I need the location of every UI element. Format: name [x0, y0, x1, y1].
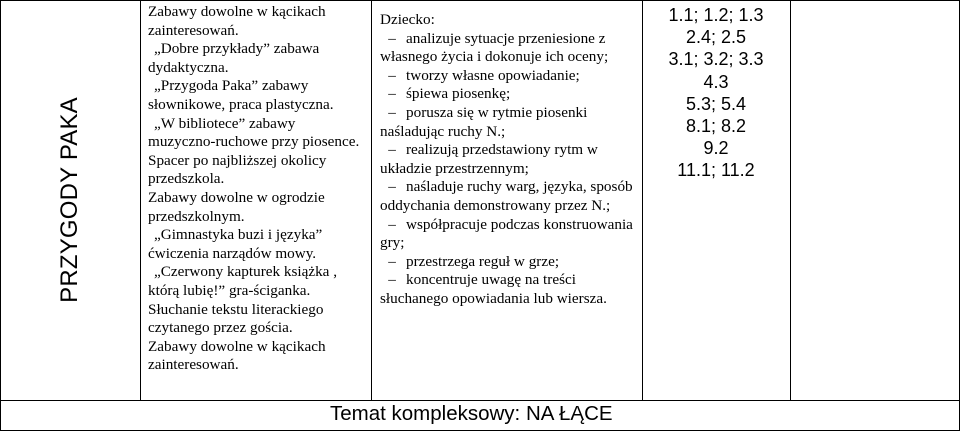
curriculum-code: 9.2	[703, 138, 729, 159]
outcome-item: – przestrzega reguł w grze;	[380, 253, 642, 272]
activity-item: „Gimnastyka buzi i języka” ćwiczenia narządów mowy.	[148, 226, 323, 262]
outcome-item: – realizują przedstawiony rytm w układzie przestrzennym;	[380, 141, 642, 178]
activity-item: Zabawy dowolne w kącikach zainteresowań.	[148, 337, 326, 374]
theme-title: Temat kompleksowy: NA ŁĄCE	[330, 402, 613, 425]
side-title: PRZYGODY PAKA	[56, 97, 83, 303]
curriculum-code: 2.4; 2.5	[685, 27, 747, 48]
curriculum-code: 4.3	[703, 71, 729, 92]
outcome-item: – analizuje sytuacje przeniesione z własnego życia i dokonuje ich oceny;	[380, 30, 642, 67]
outcome-item: – współpracuje podczas konstruowania gry;	[380, 216, 642, 253]
activity-item: Zabawy dowolne w ogrodzie przedszkolnym.	[148, 188, 325, 225]
curriculum-code: 11.1; 11.2	[677, 160, 755, 181]
column-divider-title	[140, 0, 141, 400]
activity-item: „Dobre przykłady” zabawa dydaktyczna.	[148, 40, 320, 76]
column-divider-codes	[790, 0, 791, 400]
column-divider-activities	[371, 0, 372, 400]
child-outcomes-column	[380, 11, 642, 309]
child-heading: Dziecko:	[380, 11, 435, 28]
curriculum-code: 5.3; 5.4	[685, 93, 747, 114]
activity-item: „Czerwony kapturek książka , którą lubię!” gra-ściganka.	[148, 263, 338, 299]
curriculum-code: 1.1; 1.2; 1.3	[668, 5, 764, 25]
side-title-cell	[0, 0, 140, 400]
column-divider-child	[642, 0, 643, 400]
curriculum-code: 3.1; 3.2; 3.3	[668, 49, 764, 70]
activities-column	[148, 3, 366, 375]
table-border-top	[0, 0, 960, 1]
activity-item: „W bibliotece” zabawy muzyczno-ruchowe przy piosence.	[148, 114, 360, 151]
outcome-item: – koncentruje uwagę na treści słuchanego opowiadania lub wiersza.	[380, 271, 642, 308]
activity-item: „Przygoda Paka” zabawy słownikowe, praca plastyczna.	[148, 77, 334, 113]
curriculum-code: 8.1; 8.2	[685, 116, 747, 137]
outcome-item: – śpiewa piosenkę;	[380, 85, 642, 104]
outcome-item: – naśladuje ruchy warg, języka, sposób oddychania demonstrowany przez N.;	[380, 178, 642, 215]
outcome-item: – tworzy własne opowiadanie;	[380, 67, 642, 86]
activity-item: Spacer po najbliższej okolicy przedszkola.	[148, 151, 327, 188]
activity-item: Słuchanie tekstu literackiego czytanego przez gościa.	[148, 300, 324, 337]
outcome-item: – porusza się w rytmie piosenki naśladując ruchy N.;	[380, 104, 642, 141]
curriculum-codes-column	[646, 4, 786, 182]
activity-item: Zabawy dowolne w kącikach zainteresowań.	[148, 3, 326, 39]
row-divider	[0, 400, 960, 401]
